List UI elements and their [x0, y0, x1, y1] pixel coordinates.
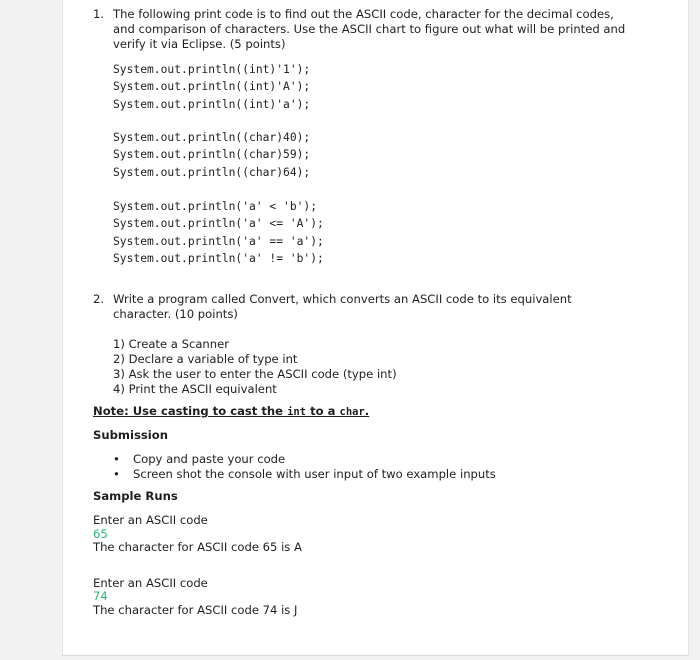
- run2-output: The character for ASCII code 74 is J: [93, 603, 298, 617]
- code-line: System.out.println((char)59);: [113, 148, 311, 162]
- code-line: System.out.println((int)'A');: [113, 80, 311, 94]
- sample-runs-heading: Sample Runs: [93, 489, 178, 503]
- submission-heading: Submission: [93, 428, 168, 442]
- q2-text-line1: Write a program called Convert, which converts an ASCII code to its equivalent: [113, 292, 572, 306]
- code-line: System.out.println('a' <= 'A');: [113, 217, 324, 231]
- q1-text-line2: and comparison of characters. Use the ASCII chart to figure out what will be printed and: [113, 22, 626, 36]
- bullet-item: • Copy and paste your code: [113, 452, 286, 466]
- run1-output: The character for ASCII code 65 is A: [93, 540, 302, 554]
- list-item: 2) Declare a variable of type int: [113, 352, 298, 366]
- submission-bullet-list: [113, 452, 496, 482]
- q1-number: 1.: [93, 7, 105, 21]
- code-line: System.out.println((char)40);: [113, 131, 311, 144]
- code-line: System.out.println((int)'1');: [113, 63, 311, 76]
- q1-text-line1: The following print code is to find out the ASCII code, character for the decimal codes,: [113, 7, 614, 21]
- list-item: 3) Ask the user to enter the ASCII code (type int): [113, 367, 397, 381]
- q2-text-line2: character. (10 points): [113, 307, 238, 321]
- document-page: [62, 0, 689, 656]
- list-item: 1) Create a Scanner: [113, 337, 230, 351]
- code-line: System.out.println('a' < 'b');: [113, 200, 318, 213]
- bullet-item: • Screen shot the console with user input of two example inputs: [113, 467, 496, 481]
- bullet-icon: •: [113, 452, 120, 466]
- casting-note: Note: Use casting to cast the int to a char.: [93, 404, 370, 418]
- run2-prompt: Enter an ASCII code: [93, 576, 208, 590]
- run2-input: 74: [93, 589, 108, 603]
- q2-number: 2.: [93, 292, 105, 306]
- run1-input: 65: [93, 527, 108, 541]
- code-block-comparisons: [113, 198, 324, 267]
- code-line: System.out.println((char)64);: [113, 165, 311, 179]
- code-line: System.out.println('a' != 'b');: [113, 251, 324, 265]
- code-line: System.out.println((int)'a');: [113, 97, 311, 111]
- list-item: 4) Print the ASCII equivalent: [113, 382, 277, 396]
- bullet-icon: •: [113, 467, 120, 481]
- code-line: System.out.println('a' == 'a');: [113, 234, 324, 248]
- run1-prompt: Enter an ASCII code: [93, 513, 208, 527]
- q1-text-line3: verify it via Eclipse. (5 points): [113, 37, 286, 51]
- code-block-char-cast: [113, 129, 310, 181]
- code-block-int-cast: [113, 61, 310, 113]
- q2-steps-list: [113, 337, 397, 397]
